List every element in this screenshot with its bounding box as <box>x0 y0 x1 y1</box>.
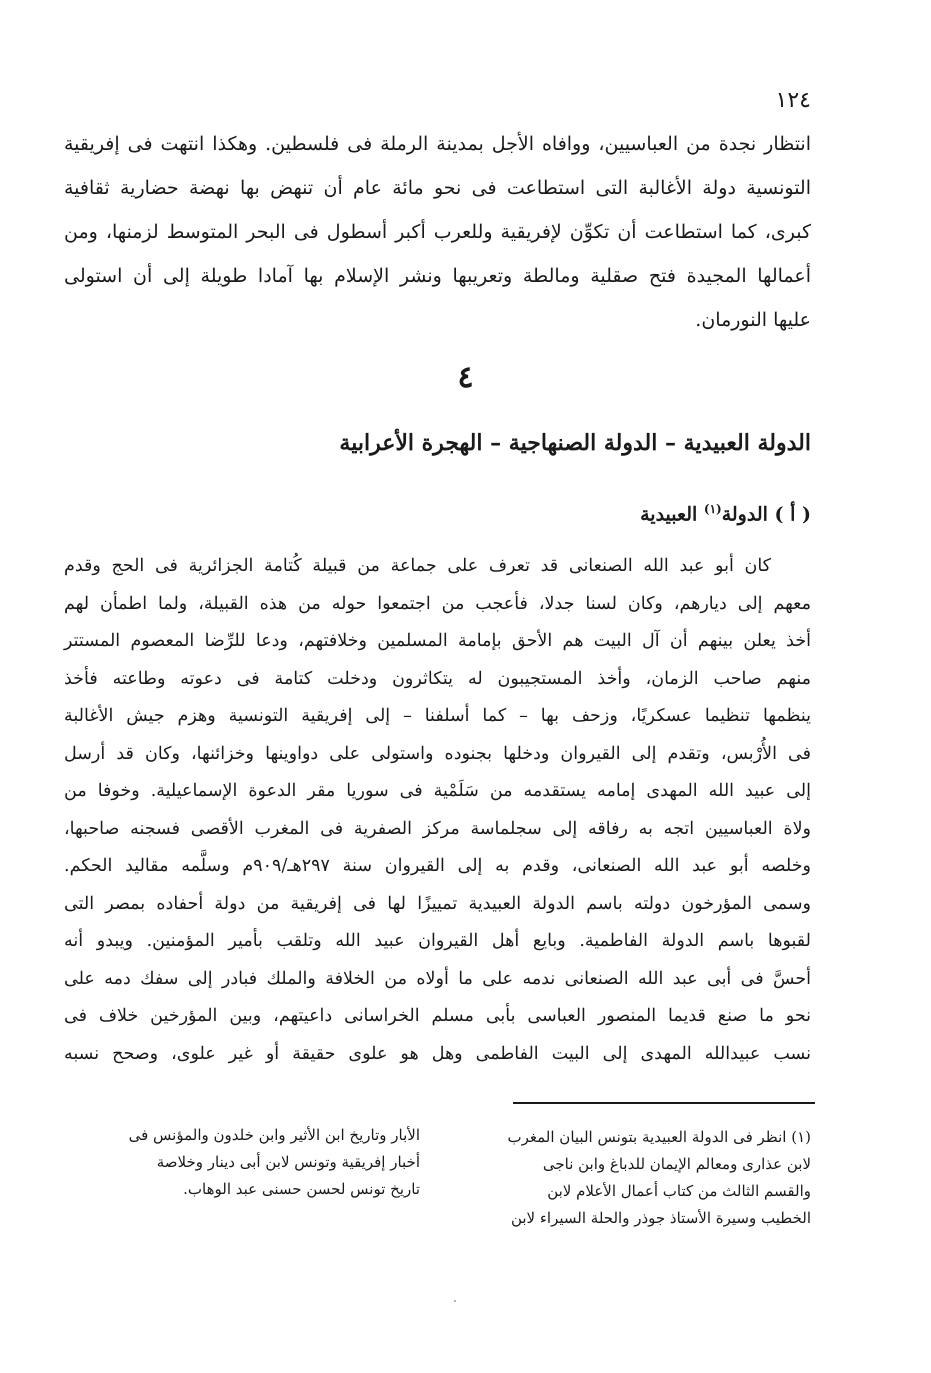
intro-line: التونسية دولة الأغالبة التى استطاعت فى نحو مائة عام أن تنهض بها نهضة حضارية ثقافية <box>64 177 811 199</box>
intro-line: كبرى، كما استطاعت أن تكوِّن لإفريقية وللعرب أكبر أسطول فى البحر المتوسط لزمنها، ومن <box>64 221 811 243</box>
footnote-line: والقسم الثالث من كتاب أعمال الأعلام لابن <box>547 1182 811 1200</box>
body-line: إلى عبيد الله المهدى إمامه يستقدمه من سَلَمْية فى سوريا مقر الدعوة الإسماعيلية. وخوفا من <box>64 781 811 801</box>
footnote-line: (١) انظر فى الدولة العبيدية بتونس البيان المغرب <box>507 1128 811 1146</box>
footnote-column-left <box>60 1122 420 1203</box>
chapter-title: الدولة العبيدية – الدولة الصنهاجية – الهجرة الأعرابية <box>339 430 811 456</box>
section-heading-prefix: ( أ ) الدولة <box>721 503 811 526</box>
body-line: ينظمها تنظيما عسكريًا، وزحف بها – كما أسلفنا – إلى إفريقية التونسية وهزم جيش الأغالبة <box>64 706 811 726</box>
footnote-column-right <box>461 1124 811 1232</box>
intro-line: انتظار نجدة من العباسيين، ووافاه الأجل بمدينة الرملة فى فلسطين. وهكذا انتهت فى إفريقية <box>64 133 811 155</box>
footnote-reference[interactable]: (١) <box>703 502 722 516</box>
footnote-line: تاريخ تونس لحسن حسنى عبد الوهاب. <box>183 1180 420 1198</box>
section-heading <box>640 502 811 525</box>
chapter-number: ٤ <box>457 360 474 395</box>
scan-speck <box>454 1300 456 1302</box>
footnote-line: لابن عذارى ومعالم الإيمان للدباغ وابن ناجى <box>542 1155 811 1173</box>
section-heading-suffix: العبيدية <box>640 503 704 526</box>
body-line: معهم إلى ديارهم، وكان لسنا جدلا، فأعجب من اجتمعوا حوله من هذه القبيلة، ولما اطمأن لهم <box>64 593 811 614</box>
body-line: أحسَّ فى أبى عبد الله الصنعانى ندمه على ما أولاه من الخلافة والملك فبادر إلى سفك دمه على <box>64 968 811 989</box>
body-line: أخذ يعلن بينهم أن آل البيت هم الأحق بإمامة المسلمين وخلافتهم، ودعا للرِّضا المعصوم المستتر <box>64 631 811 651</box>
footnote-line: الخطيب وسيرة الأستاذ جوذر والحلة السيراء لابن <box>510 1209 811 1227</box>
body-line: نحو ما صنع قديما المنصور العباسى بأبى مسلم الخراسانى داعيتهم، وبين المؤرخين خلاف فى <box>64 1006 811 1026</box>
footnote-line: أخبار إفريقية وتونس لابن أبى دينار وخلاصة <box>156 1153 420 1171</box>
body-line: كان أبو عبد الله الصنعانى قد تعرف على جماعة من قبيلة كُتامة الجزائرية فى الحج وقدم <box>64 556 771 576</box>
body-line: وسمى المؤرخون دولته باسم الدولة العبيدية تمييزًا لها فى إفريقية من دولة أحفاده بمصر التى <box>64 893 811 914</box>
footnote-divider <box>513 1102 815 1104</box>
body-line: منهم صاحب الزمان، وأخذ المستجيبون له يتكاثرون ودخلت كتامة فى دعوته وطاعته فأخذ <box>64 668 811 689</box>
body-line: فى الأُرْبس، وتقدم إلى القيروان ودخلها بجنوده واستولى على دواوينها وخزائنها، وكان قد أرسل <box>64 743 811 764</box>
body-paragraph <box>64 548 811 1073</box>
body-line: لقبوها باسم الدولة الفاطمية. وبايع أهل القيروان عبيد الله وتلقب بأمير المؤمنين. ويبدو أنه <box>64 931 811 951</box>
body-line: وخلصه أبو عبد الله الصنعانى، وقدم به إلى القيروان سنة ٢٩٧هـ/٩٠٩م وسلَّمه مقاليد الحكم. <box>64 856 811 876</box>
footnote-line: الأبار وتاريخ ابن الأثير وابن خلدون والمؤنس فى <box>128 1126 420 1144</box>
body-line: نسب عبيدالله المهدى إلى البيت الفاطمى وهل هو علوى حقيقة أو غير علوى، وصحح نسبه <box>64 1043 811 1064</box>
intro-line: أعمالها المجيدة فتح صقلية ومالطة وتعريبها ونشر الإسلام بها آمادا طويلة إلى أن استولى <box>64 265 811 287</box>
intro-paragraph <box>64 122 811 342</box>
intro-line: عليها النورمان. <box>695 309 811 331</box>
page-number: ١٢٤ <box>775 88 811 113</box>
body-line: ولاة العباسيين اتجه به رفاقه إلى سجلماسة مركز الصفرية فى المغرب الأقصى فسجنه صاحبها، <box>64 818 811 839</box>
